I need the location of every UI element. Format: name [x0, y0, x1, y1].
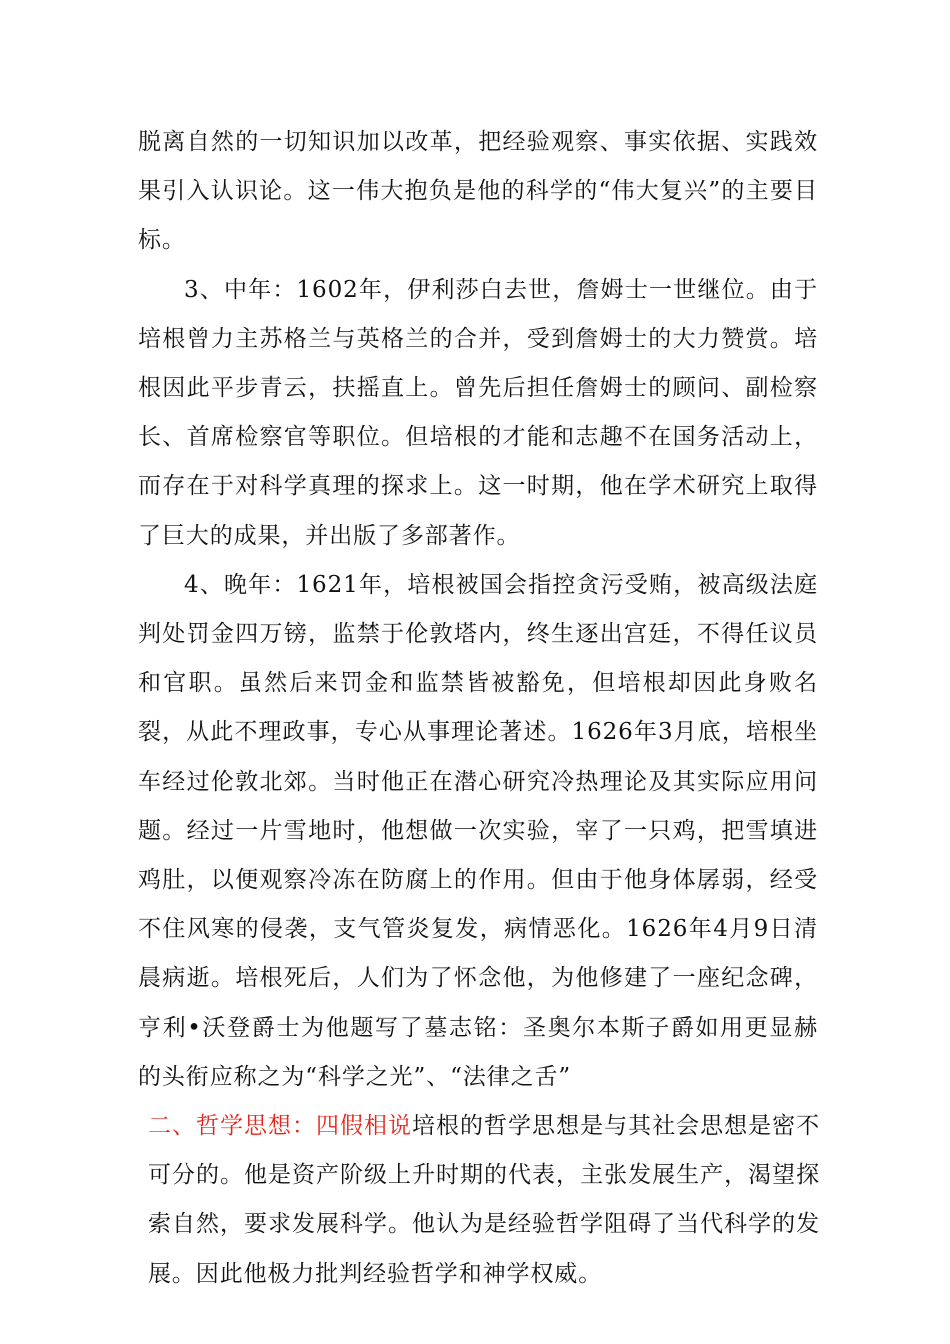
paragraph-intro-continued: 脱离自然的一切知识加以改革，把经验观察、事实依据、实践效果引入认识论。这一伟大抱负是他的科学的“伟大复兴”的主要目标。 — [138, 129, 818, 254]
section-two-body: 培根的哲学思想是与其社会思想是密不可分的。他是资产阶级上升时期的代表，主张发展生产，渴望探索自然，要求发展科学。他认为是经验哲学阻碍了当代科学的发展。因此他极力批判经验哲学和神学权威。 — [148, 1113, 820, 1287]
section-two-paragraph — [148, 1102, 820, 1299]
paragraph-late-years: 4、晚年：1621年，培根被国会指控贪污受贿，被高级法庭判处罚金四万镑，监禁于伦敦塔内，终生逐出宫廷，不得任议员和官职。虽然后来罚金和监禁皆被豁免，但培根却因此身败名裂，从此不理政事，专心从事理论著述。1626年3月底，培根坐车经过伦敦北郊。当时他正在潜心研究冷热理论及其实际应用问题。经过一片雪地时，他想做一次实验，宰了一只鸡，把雪填进鸡肚，以便观察冷冻在防腐上的作用。但由于他身体孱弱，经受不住风寒的侵袭，支气管炎复发，病情恶化。1626年4月9日清晨病逝。培根死后，人们为了怀念他，为他修建了一座纪念碑，亨利•沃登爵士为他题写了墓志铭：圣奥尔本斯子爵如用更显赫的头衔应称之为“科学之光”、“法律之舌” — [138, 571, 818, 1090]
section-two-heading: 二、哲学思想：四假相说 — [148, 1113, 413, 1140]
document-body — [138, 118, 818, 1299]
paragraph-middle-age: 3、中年：1602年，伊利莎白去世，詹姆士一世继位。由于培根曾力主苏格兰与英格兰的合并，受到詹姆士的大力赞赏。培根因此平步青云，扶摇直上。曾先后担任詹姆士的顾问、副检察长、首席检察官等职位。但培根的才能和志趣不在国务活动上，而存在于对科学真理的探求上。这一时期，他在学术研究上取得了巨大的成果，并出版了多部著作。 — [138, 276, 818, 549]
